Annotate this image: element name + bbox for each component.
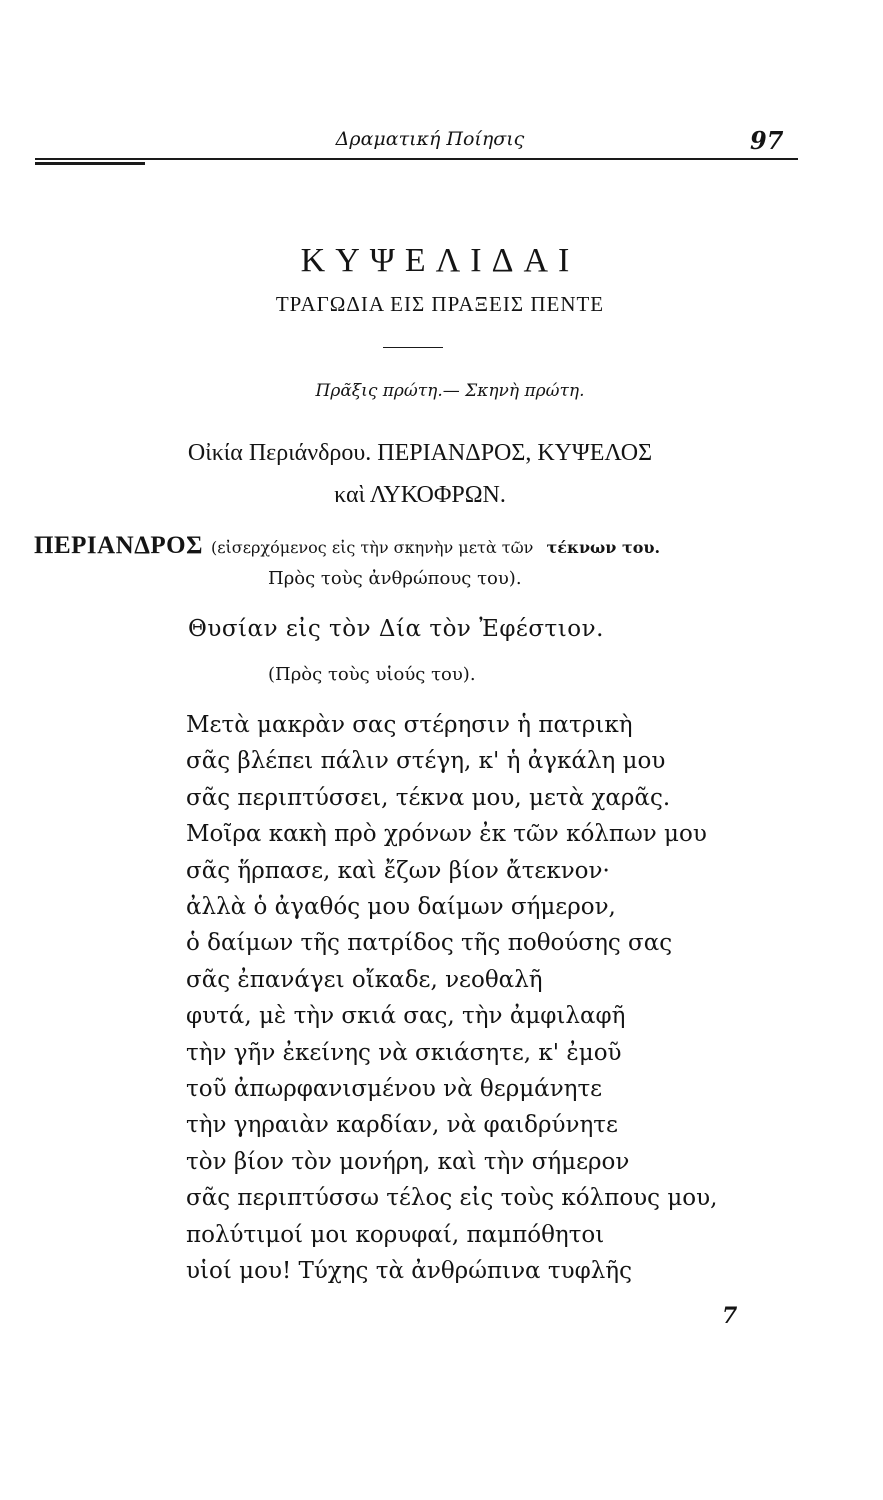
verse-line: ἀλλὰ ὁ ἀγαθός μου δαίμων σήμερον,: [186, 894, 616, 921]
setting-line-1: Οἰκία Περιάνδρου. ΠΕΡΙΑΝΔΡΟΣ, ΚΥΨΕΛΟΣ: [187, 440, 653, 466]
verse-line: σᾶς περιπτύσσω τέλος εἰς τοὺς κόλπους μου,: [186, 1185, 718, 1212]
scene-setting: [90, 432, 750, 516]
speaker-name: ΠΕΡΙΑΝΔΡΟΣ: [34, 532, 203, 559]
verse-line: πολύτιμοί μοι κορυφαί, παμπόθητοι: [186, 1221, 605, 1248]
speaker-line: [34, 532, 874, 560]
verse-line: σᾶς περιπτύσσει, τέκνα μου, μετὰ χαρᾶς.: [186, 784, 671, 811]
verse-line: φυτά, μὲ τὴν σκιά σας, τὴν ἀμφιλαφῆ: [186, 1003, 626, 1030]
verse-line: Μοῖρα κακὴ πρὸ χρόνων ἐκ τῶν κόλπων μου: [186, 821, 707, 848]
verse-line: σᾶς ἐπανάγει οἴκαδε, νεοθαλῆ: [186, 966, 543, 993]
verse-line: τὸν βίον τὸν μονήρη, καὶ τὴν σήμερον: [186, 1148, 630, 1175]
play-subtitle: ΤΡΑΓΩΔΙΑ ΕΙΣ ΠΡΑΞΕΙΣ ΠΕΝΤΕ: [275, 292, 605, 316]
verse-line: σᾶς βλέπει πάλιν στέγη, κ' ἡ ἀγκάλη μου: [186, 748, 666, 775]
verse-line: τὴν γηραιὰν καρδίαν, νὰ φαιδρύνητε: [186, 1112, 618, 1139]
running-title: Δραματική Ποίησις: [335, 128, 525, 150]
verse-block: [186, 707, 786, 1290]
verse-line: ὁ δαίμων τῆς πατρίδος τῆς ποθούσης σας: [186, 930, 673, 957]
stage-direction-2: (Πρὸς τοὺς υἱούς του).: [268, 664, 476, 685]
play-title: ΚΥΨΕΛΙΔΑΙ: [300, 242, 580, 279]
verse-line: τοῦ ἀπωρφανισμένου νὰ θερμάνητε: [186, 1076, 603, 1103]
setting-line-2: καὶ ΛΥΚΟΦΡΩΝ.: [334, 482, 506, 508]
page-number: 97: [750, 126, 784, 155]
header-rule: [35, 158, 798, 160]
verse-line: σᾶς ἥρπασε, καὶ ἔζων βίον ἄτεκνον·: [186, 857, 610, 884]
stage-direction-1b: τέκνων του.: [546, 538, 661, 557]
stage-direction-1a: (εἰσερχόμενος εἰς τὴν σκηνὴν μετὰ τῶν: [210, 538, 534, 557]
stage-direction-1c: Πρὸς τοὺς ἀνθρώπους του).: [268, 568, 522, 589]
verse-line: υἱοί μου! Τύχης τὰ ἀνθρώπινα τυφλῆς: [186, 1258, 632, 1285]
verse-line: τὴν γῆν ἐκείνης νὰ σκιάσητε, κ' ἐμοῦ: [186, 1039, 622, 1066]
signature-mark: 7: [722, 1303, 738, 1329]
spoken-line-1: Θυσίαν εἰς τὸν Δία τὸν Ἐφέστιον.: [188, 616, 604, 642]
title-divider: [383, 347, 443, 348]
scene-heading: Πρᾶξις πρώτη.— Σκηνὴ πρώτη.: [315, 381, 585, 401]
verse-line: Μετὰ μακρὰν σας στέρησιν ἡ πατρικὴ: [186, 712, 633, 738]
